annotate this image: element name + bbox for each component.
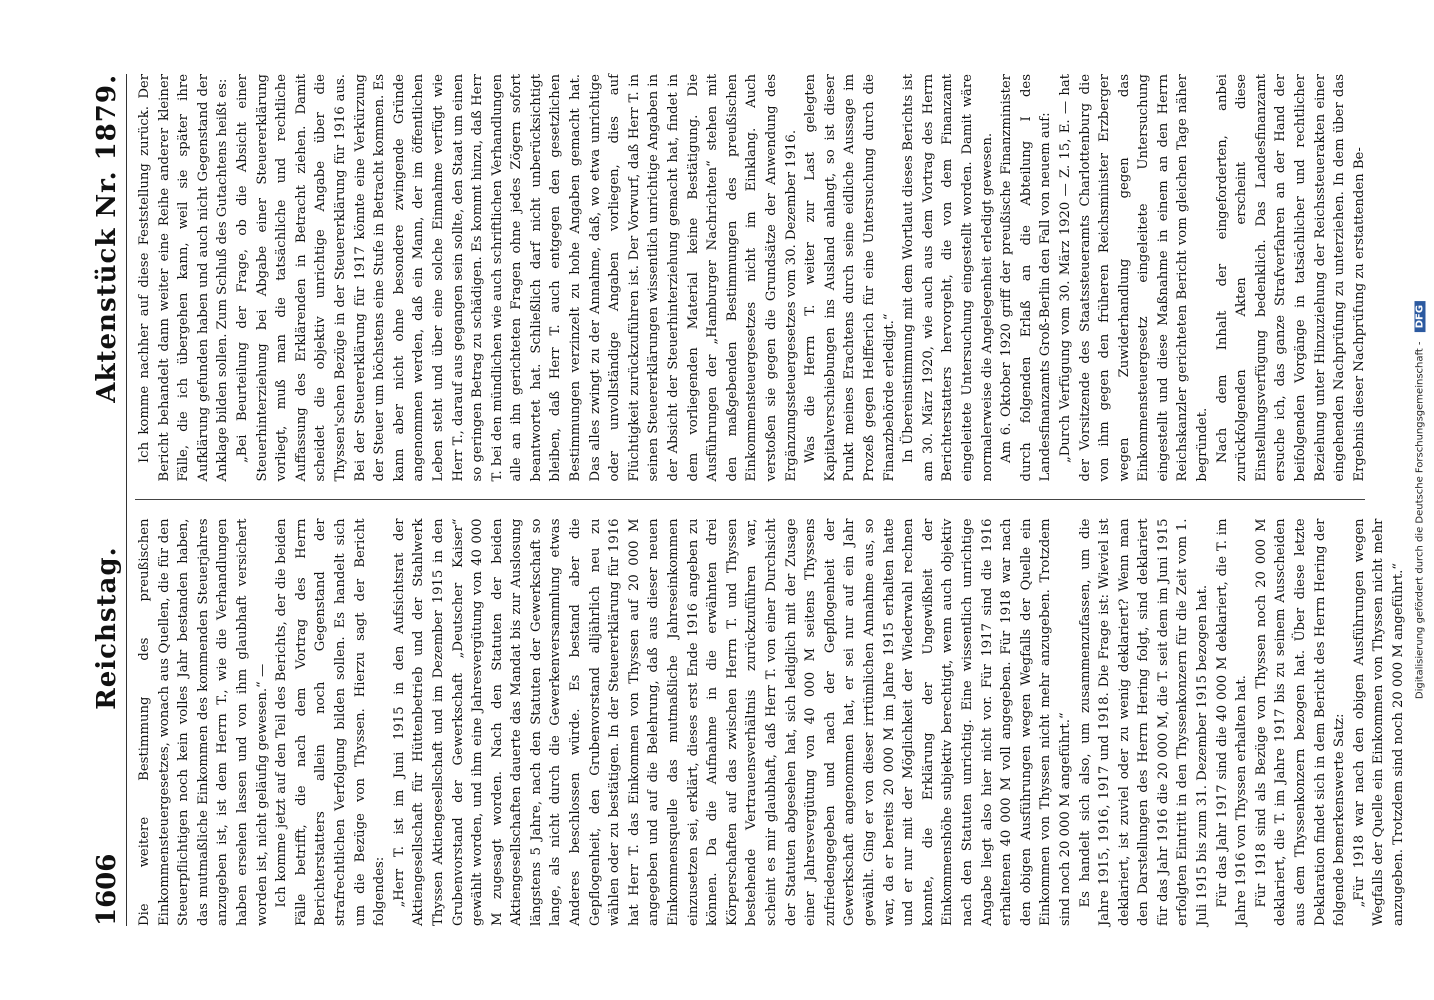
paragraph: Ich komme nachher auf diese Feststellung zurück. Der Bericht behandelt dann weiter eine Reihe anderer kleiner Fälle, die ich übergehen kann, weil sie später ihre Aufklärung gefunden haben und auch nicht Gegenstand der Anklage bilden sollen. Zum Schluß des Gutachtens heißt es: xyxy=(137,74,231,482)
paragraph: Am 6. Oktober 1920 griff der preußische Finanzminister durch folgenden Erlaß an die Abteilung I des Landesfinanzamts Groß-Berlin den Fall von neuem auf: xyxy=(999,74,1054,482)
paragraph: „Durch Verfügung vom 30. März 1920 — Z. 15, E. — hat der Vorsitzende des Staatssteueramts Charlottenburg die von ihm gegen den früheren Reichsminister Erzberger wegen Zuwiderhandlung gegen das Einkommensteuergesetz eingeleitete Untersuchung eingestellt und diese Maßnahme in einem an den Herrn Reichskanzler gerichteten Bericht vom gleichen Tage näher begründet. xyxy=(1057,74,1211,482)
text-columns xyxy=(135,74,1406,926)
right-column xyxy=(135,74,1365,482)
paragraph: Ich komme jetzt auf den Teil des Berichts, der die beiden Fälle betrifft, die nach dem Vortrag des Herrn Berichterstatters allein noch Gegenstand der strafrechtlichen Verfolgung bilden sollen. Es handelt sich um die Bezüge von Thyssen. Hierzu sagt der Bericht folgendes: xyxy=(274,518,388,926)
paragraph: Die weitere Bestimmung des preußischen Einkommensteuergesetzes, wonach aus Quellen, die für den Steuerpflichtigen noch kein volles Jahr bestanden haben, das mutmaßliche Einkommen des kommenden Steuerjahres anzugeben ist, ist dem Herrn T., wie die Verhandlungen haben ersehen lassen und von ihm glaubhaft versichert worden ist, nicht geläufig gewesen.“ — xyxy=(137,518,270,926)
header-title: Reichstag. xyxy=(92,546,122,710)
left-column xyxy=(135,518,1406,927)
paragraph: „Herr T. ist im Juni 1915 in den Aufsichtsrat der Aktiengesellschaft für Hüttenbetrieb und der Stahlwerk Thyssen Aktiengesellschaft und im Dezember 1915 in den Grubenvorstand der Gewerkschaft „Deutscher Kaiser“ gewählt worden, und ihm eine Jahresvergütung von 40 000 M zugesagt worden. Nach den Statuten der beiden Aktiengesellschaften dauerte das Mandat bis zur Auslosung längstens 5 Jahre, nach den Statuten der Gewerkschaft so lange, als nicht durch die Gewerkenversammlung etwas Anderes beschlossen würde. Es bestand aber die Gepflogenheit, den Grubenvorstand alljährlich neu zu wählen oder zu bestätigen. In der Steuererklärung für 1916 hat Herr T. das Einkommen von Thyssen auf 20 000 M angegeben und auf die Belehrung, daß aus dieser neuen Einkommensquelle das mutmaßliche Jahreseinkommen einzusetzen sei, erklärt, dieses erst Ende 1916 angeben zu können. Da die Aufnahme in die erwähnten drei Körperschaften auf das zwischen Herrn T. und Thyssen bestehende Vertrauensverhältnis zurückzuführen war, scheint es mir glaubhaft, daß Herr T. von einer Durchsicht der Statuten abgesehen hat, sich lediglich mit der Zusage einer Jahresvergütung von 40 000 M seitens Thyssens zufriedengegeben und nach der Gepflogenheit der Gewerkschaft angenommen hat, er sei nur auf ein Jahr gewählt. Ging er von dieser irrtümlichen Annahme aus, so war, da er bereits 20 000 M im Jahre 1915 erhalten hatte und er nur mit der Möglichkeit der Wiederwahl rechnen konnte, die Erklärung der Ungewißheit der Einkommenshöhe subjektiv berechtigt, wenn auch objektiv nach den Statuten unrichtig. Eine wissentlich unrichtige Angabe liegt also hier nicht vor. Für 1917 sind die 1916 erhaltenen 40 000 M voll angegeben. Für 1918 war nach den obigen Ausführungen wegen Wegfalls der Quelle ein Einkommen von Thyssen nicht mehr anzugeben. Trotzdem sind noch 20 000 M angeführt.“ xyxy=(391,518,1073,926)
page-number: 1606 xyxy=(92,853,122,926)
paragraph: Es handelt sich also, um zusammenzufassen, um die Jahre 1915, 1916, 1917 und 1918. Die Frage ist: Wieviel ist deklariert, ist zuviel oder zu wenig deklariert? Wenn man den Darstellungen des Herrn Hering folgt, sind deklariert für das Jahr 1916 die 20 000 M, die T. seit dem im Juni 1915 erfolgten Eintritt in den Thyssenkonzern für die Zeit vom 1. Juli 1915 bis zum 31. Dezember 1915 bezogen hat. xyxy=(1077,518,1211,926)
digitization-stamp xyxy=(1415,301,1426,699)
paragraph: Was die Herrn T. weiter zur Last gelegten Kapitalverschiebungen ins Ausland anlangt, so ist dieser Punkt meines Erachtens durch seine eidliche Aussage im Prozeß gegen Helfferich für eine Untersuchung durch die Finanzbehörde erledigt.“ xyxy=(803,74,897,482)
dfg-logo: DFG xyxy=(1415,301,1426,332)
paragraph: „Bei Beurteilung der Frage, ob die Absicht einer Steuerhinterziehung bei Abgabe einer Steuererklärung vorliegt, muß man die tatsächliche und rechtliche Auffassung des Erklärenden in Betracht ziehen. Damit scheidet die objektiv unrichtige Angabe über die Thyssen'schen Bezüge in der Steuererklärung für 1916 aus. Bei der Steuererklärung für 1917 könnte eine Verkürzung der Steuer um höchstens eine Stufe in Betracht kommen. Es kann aber nicht ohne besondere zwingende Gründe angenommen werden, daß ein Mann, der im öffentlichen Leben steht und über eine solche Einnahme verfügt wie Herr T., darauf aus gegangen sein sollte, den Staat um einen so geringen Betrag zu schädigen. Es kommt hinzu, daß Herr T. bei den mündlichen wie auch schriftlichen Verhandlungen alle an ihn gerichteten Fragen ohne jedes Zögern sofort beantwortet hat. Schließlich darf nicht unberücksichtigt bleiben, daß Herr T. auch entgegen den gesetzlichen Bestimmungen verzinzelt zu hohe Angaben gemacht hat. Das alles zwingt zu der Annahme, daß, wo etwa unrichtige oder unvollständige Angaben vorliegen, dies auf Flüchtigkeit zurückzuführen ist. Der Vorwurf, daß Herr T. in seinen Steuererklärungen wissentlich unrichtige Angaben in der Absicht der Steuerhinterziehung gemacht hat, findet in dem vorliegenden Material keine Bestätigung. Die Ausführungen der „Hamburger Nachrichten“ stehen mit den maßgebenden Bestimmungen des preußischen Einkommensteuergesetzes nicht im Einklang. Auch verstoßen sie gegen die Grundsätze der Anwendung des Ergänzungssteuergesetzes vom 30. Dezember 1916. xyxy=(234,74,799,482)
document-number: Aktenstück Nr. 1879. xyxy=(92,74,122,403)
column-divider xyxy=(135,500,1365,501)
paragraph: Nach dem Inhalt der eingeforderten, anbei zurückfolgenden Akten erscheint diese Einstellungsverfügung bedenklich. Das Landesfinanzamt ersuche ich, das ganze Strafverfahren an der Hand der beifolgenden Vorgänge in tatsächlicher und rechtlicher Beziehung unter Hinzuziehung der Reichssteuerakten einer eingehenden Nachprüfung zu unterziehen. In dem über das Ergebnis dieser Nachprüfung zu erstattenden Be- xyxy=(1214,74,1367,482)
stamp-text: Digitalisierung gefördert durch die Deutsche Forschungsgemeinschaft - xyxy=(1414,341,1426,700)
document-page xyxy=(62,40,1406,960)
page-header xyxy=(92,74,127,926)
paragraph: In Übereinstimmung mit dem Wortlaut dieses Berichts ist am 30. März 1920, wie auch aus dem Vortrag des Herrn Berichterstatters hervorgeht, die von dem Finanzamt eingeleitete Untersuchung eingestellt worden. Damit wäre normalerweise die Angelegenheit erledigt gewesen. xyxy=(901,74,995,482)
paragraph: Für das Jahr 1917 sind die 40 000 M deklariert, die T. im Jahre 1916 von Thyssen erhalten hat. xyxy=(1214,518,1250,926)
paragraph: Für 1918 sind als Bezüge von Thyssen noch 20 000 M deklariert, die T. im Jahre 1917 bis zu seinem Ausscheiden aus dem Thyssenkonzern bezogen hat. Über diese letzte Deklaration findet sich in dem Bericht des Herrn Hering der folgende bemerkenswerte Satz: xyxy=(1253,518,1348,926)
paragraph: „Für 1918 war nach den obigen Ausführungen wegen Wegfalls der Quelle ein Einkommen von Thyssen nicht mehr anzugeben. Trotzdem sind noch 20 000 M angeführt.“ xyxy=(1351,518,1406,926)
